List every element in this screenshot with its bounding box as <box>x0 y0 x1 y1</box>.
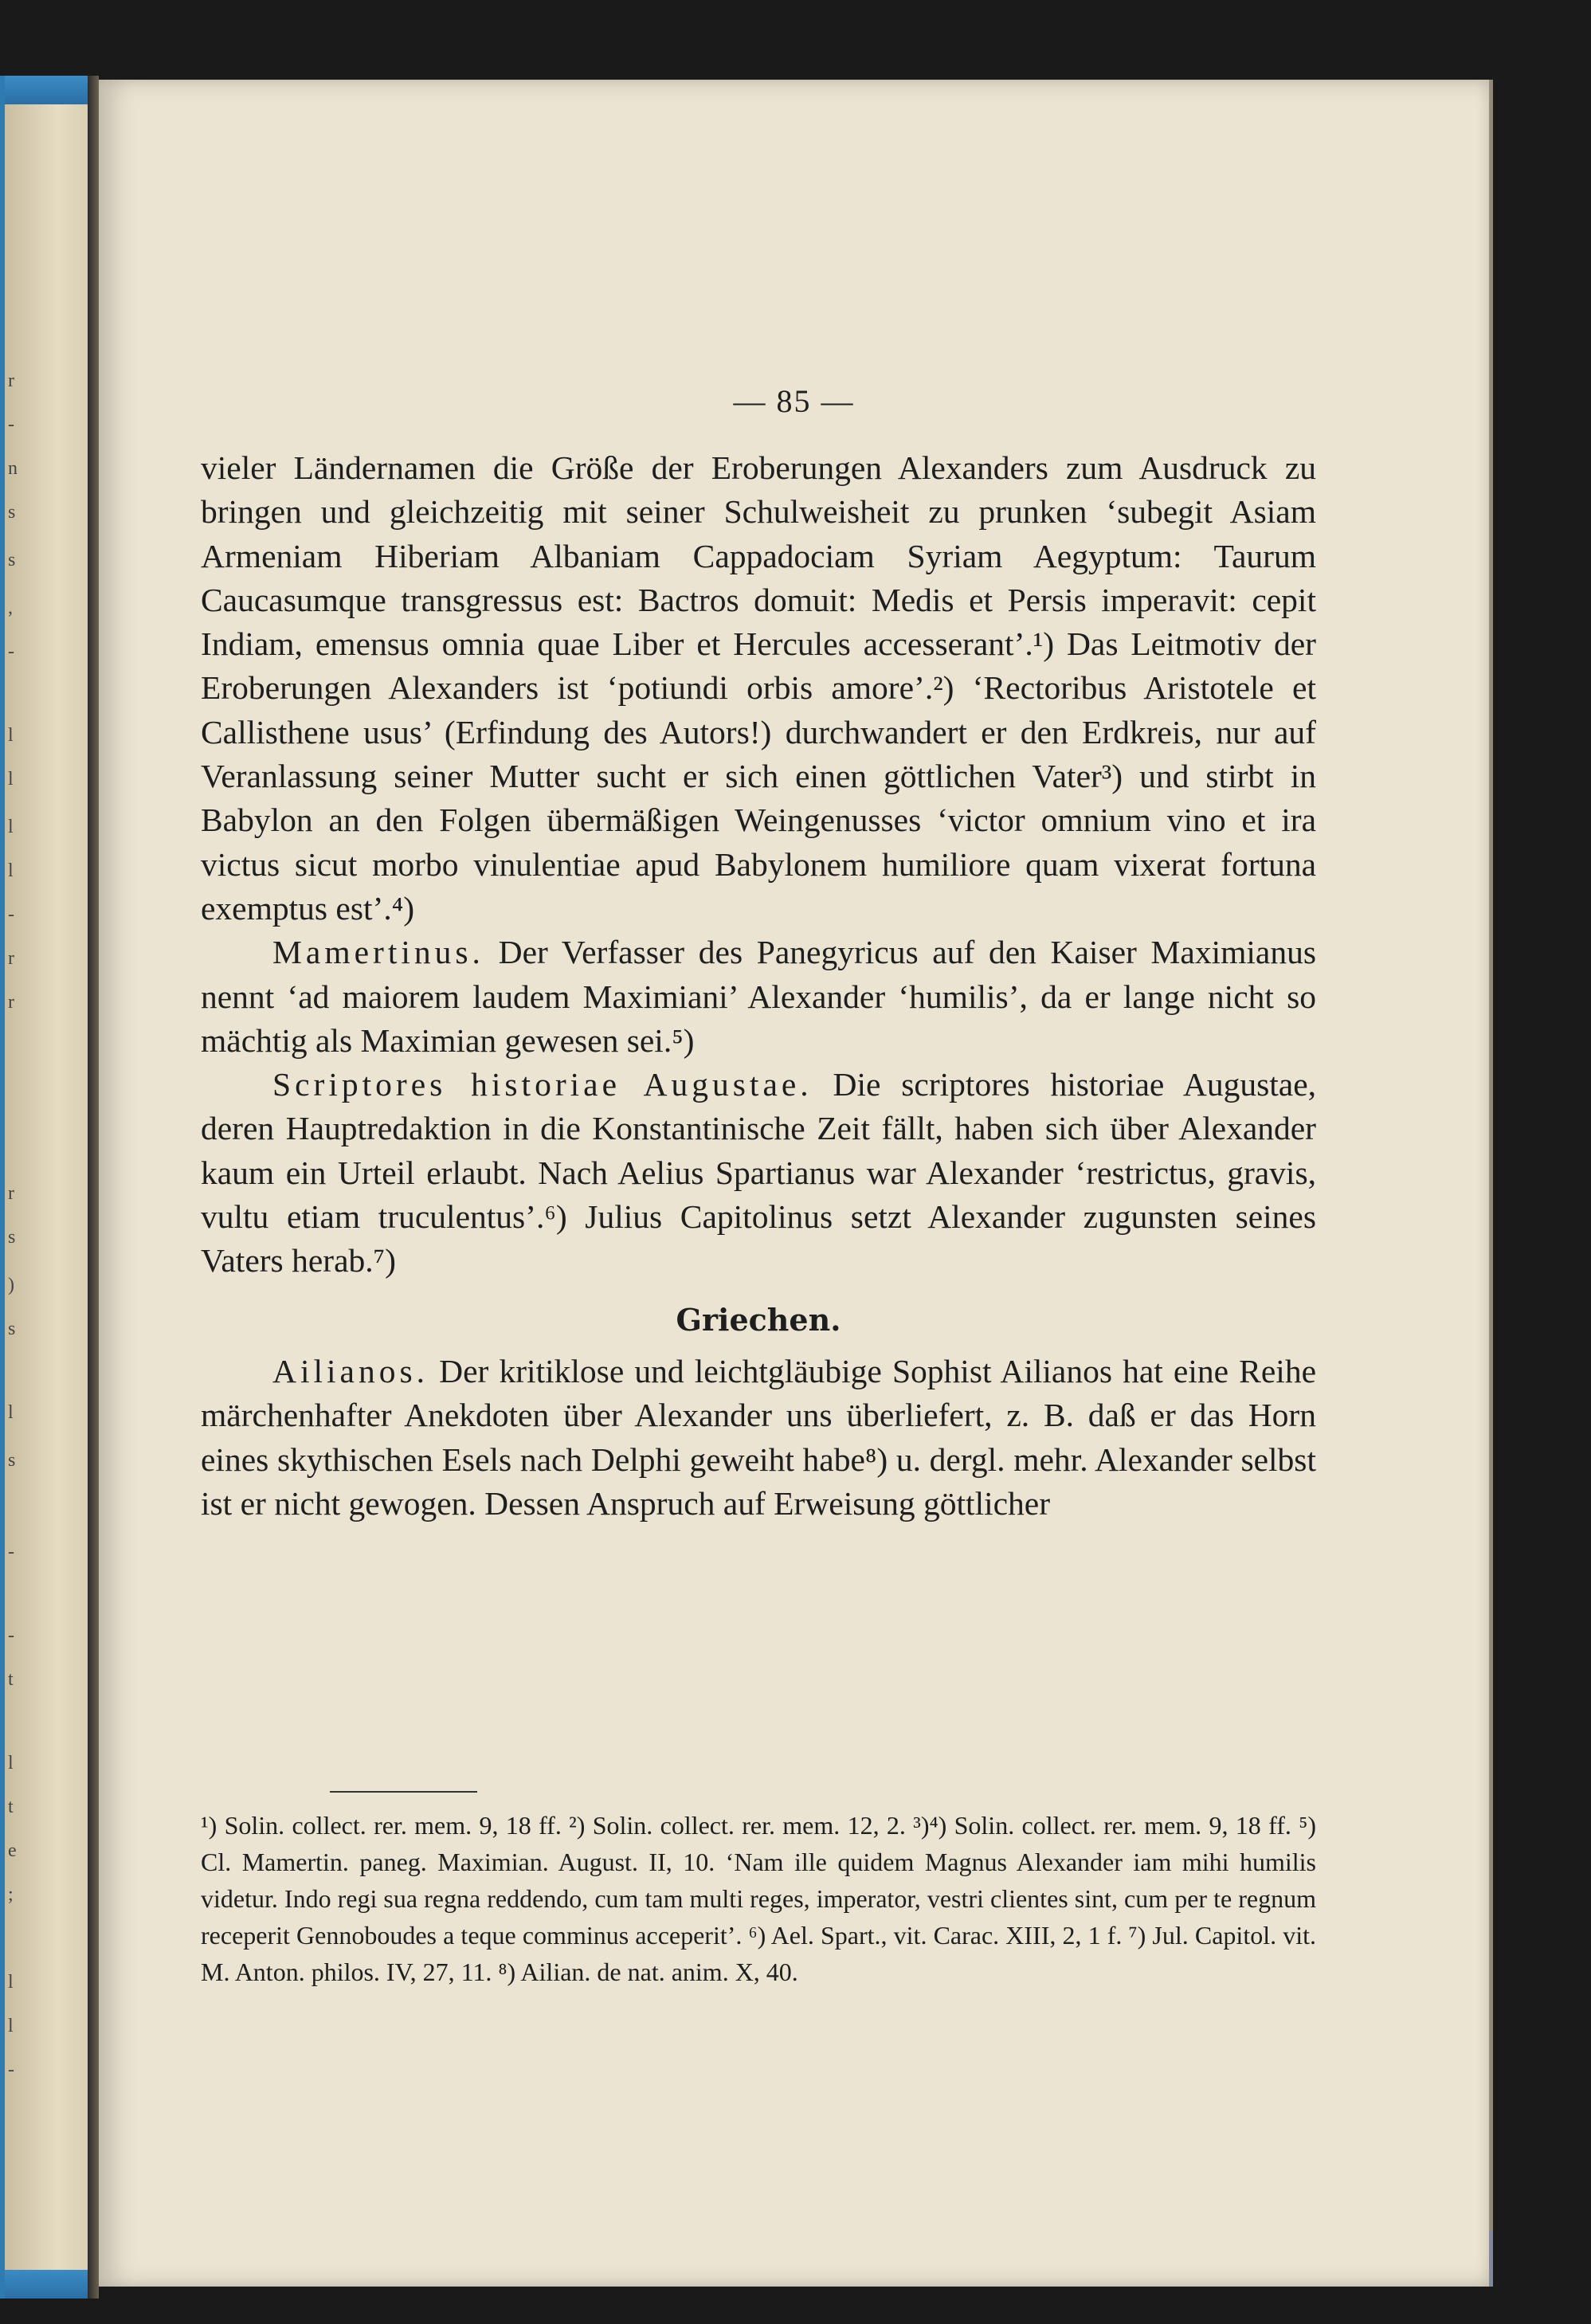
paragraph-lead: Ailianos. <box>272 1352 429 1389</box>
paragraph-text: vieler Ländernamen die Größe der Eroberungen Alexanders zum Ausdruck zu bringen und gleichzeitig mit seiner Schulweisheit zu prunken ‘subegit Asiam Armeniam Hiberiam Albaniam Cappadociam Syriam Aegyptum: Taurum Caucasumque transgressus est: Bactros domuit: Medis et Persis imperavit: cepit Indiam, emensus omnia quae Liber et Hercules accesserant’.¹) Das Leitmotiv der Eroberungen Alexanders ist ‘potiundi orbis amore’.²) ‘Rectoribus Aristotele et Callisthene usus’ (Erfindung des Autors!) durchwandert er den Erdkreis, nur auf Veranlassung seiner Mutter sucht er sich einen göttlichen Vater³) und stirbt in Babylon an den Folgen übermäßigen Weingenusses ‘victor omnium vino et ira victus sicut morbo vinulentiae apud Babylonem humiliore quam vixerat fortuna exemptus est’.⁴) <box>201 449 1316 927</box>
margin-mark: l <box>8 860 14 881</box>
section-heading: Griechen. <box>676 1301 841 1338</box>
margin-mark: s <box>8 550 16 570</box>
margin-mark: r <box>8 1183 14 1204</box>
paragraph-lead: Mamertinus. <box>272 934 484 971</box>
paragraph <box>201 446 1316 931</box>
paragraph-text: Der kritiklose und leichtgläubige Sophist Ailianos hat eine Reihe märchenhafter Anekdoten über Alexander uns überliefert, z. B. daß er das Horn eines skythischen Esels nach Delphi geweiht habe⁸) u. dergl. mehr. Alexander selbst ist er nicht gewogen. Dessen Anspruch auf Erweisung göttlicher <box>201 1352 1316 1522</box>
margin-mark: s <box>8 502 16 523</box>
margin-mark: e <box>8 1840 17 1861</box>
margin-mark: , <box>8 598 13 618</box>
margin-mark: l <box>8 2016 14 2036</box>
margin-mark: t <box>8 1669 14 1690</box>
margin-mark: - <box>8 904 14 925</box>
margin-mark: - <box>8 641 14 662</box>
margin-mark: - <box>8 1625 14 1646</box>
paragraph-text: Die scriptores historiae Augustae, deren Hauptredaktion in die Konstantinische Zeit fällt, haben sich über Alexander kaum ein Urteil erlaubt. Nach Aelius Spartianus war Alexander ‘restrictus, gravis, vultu etiam truculentus’.⁶) Julius Capitolinus setzt Alexander zugunsten seines Vaters herab.⁷) <box>201 1066 1316 1280</box>
page-number: — 85 — <box>733 383 855 419</box>
margin-mark: - <box>8 2059 14 2080</box>
book-cover-top-edge <box>5 76 92 104</box>
margin-mark: n <box>8 458 18 479</box>
margin-mark: r <box>8 992 14 1013</box>
margin-mark: l <box>8 769 14 790</box>
main-text <box>201 446 1316 1526</box>
book-cover-bottom-edge <box>5 2270 92 2299</box>
book-page <box>99 80 1489 2287</box>
paragraph <box>201 1063 1316 1283</box>
paragraph <box>201 931 1316 1063</box>
margin-mark: ) <box>8 1275 14 1295</box>
paragraph-lead: Scriptores historiae Augustae. <box>272 1066 813 1103</box>
margin-mark: - <box>8 414 14 435</box>
margin-mark: t <box>8 1797 14 1817</box>
paragraph <box>201 1350 1316 1526</box>
margin-mark: l <box>8 817 14 837</box>
footnote-divider <box>330 1791 477 1793</box>
margin-mark: s <box>8 1450 16 1471</box>
margin-mark: ; <box>8 1884 14 1905</box>
margin-mark: l <box>8 1972 14 1993</box>
margin-mark: l <box>8 725 14 746</box>
margin-mark: - <box>8 1542 14 1562</box>
margin-mark: s <box>8 1227 16 1248</box>
margin-mark: l <box>8 1753 14 1773</box>
book-gutter <box>88 76 99 2299</box>
footnotes: ¹) Solin. collect. rer. mem. 9, 18 ff. ²) Solin. collect. rer. mem. 12, 2. ³)⁴) Solin. collect. rer. mem. 9, 18 ff. ⁵) Cl. Mamertin. paneg. Maximian. August. II, 10. ‘Nam ille quidem Magnus Alexander iam mihi humilis videtur. Indo regi sua regna reddendo, cum tam multi reges, imperator, vestri clientes sint, cum per te regnum receperit Gennoboudes a teque comminus acceperit’. ⁶) Ael. Spart., vit. Carac. XIII, 2, 1 f. ⁷) Jul. Capitol. vit. M. Anton. philos. IV, 27, 11. ⁸) Ailian. de nat. anim. X, 40. <box>201 1811 1316 1986</box>
margin-mark: r <box>8 948 14 969</box>
margin-mark: l <box>8 1402 14 1423</box>
margin-mark: r <box>8 370 14 391</box>
paragraph-text: Der Verfasser des Panegyricus auf den Kaiser Maximianus nennt ‘ad maiorem laudem Maximiani’ Alexander ‘humilis’, da er lange nicht so mächtig als Maximian gewesen sei.⁵) <box>201 934 1316 1059</box>
margin-mark: s <box>8 1319 16 1339</box>
previous-page-edge <box>0 76 92 2299</box>
